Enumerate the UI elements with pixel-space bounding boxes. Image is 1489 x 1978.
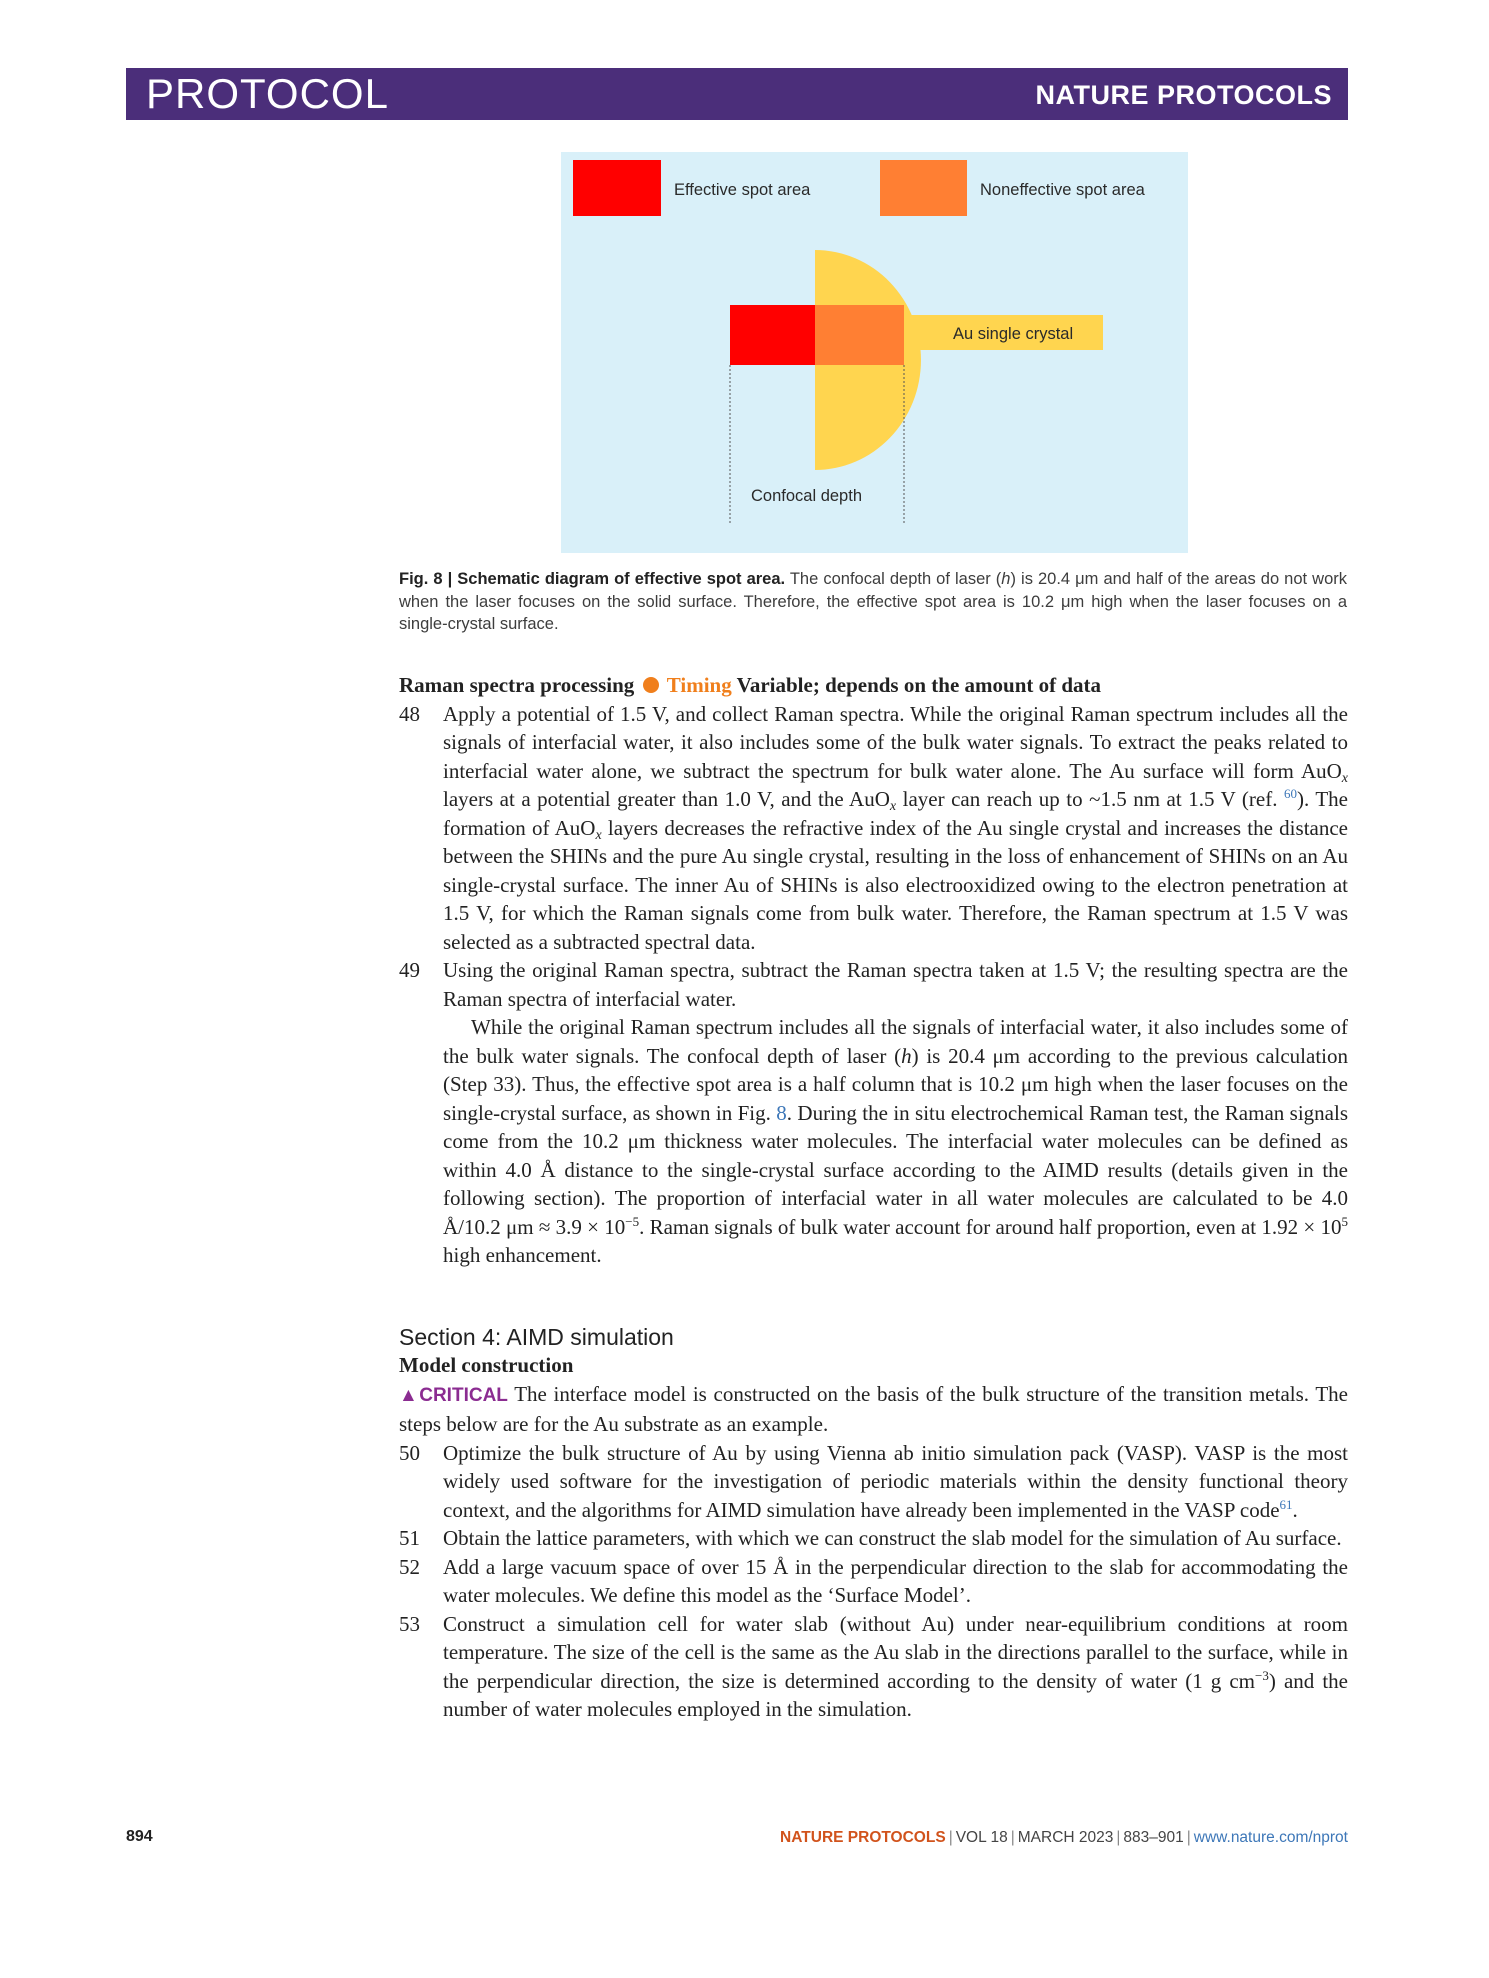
- footer-citation: NATURE PROTOCOLS | VOL 18 | MARCH 2023 | 883–901 | www.nature.com/nprot: [780, 1829, 1348, 1846]
- step-text: Add a large vacuum space of over 15 Å in the perpendicular direction to the slab for accommodating the water molecules. We define this model as the ‘Surface Model’.: [443, 1554, 1348, 1607]
- model-construction-heading: [399, 1351, 1348, 1380]
- figure-caption: [399, 568, 1347, 636]
- para-text: While the original Raman spectrum includes all the signals of interfacial water, it also includes some of the bulk water signals. The confocal depth of laser (: [443, 1015, 1348, 1068]
- critical-note: [399, 1380, 1348, 1439]
- step-53: [399, 1610, 1348, 1724]
- raman-heading-text: Raman spectra processing: [399, 673, 635, 697]
- section-4-body: [399, 1351, 1348, 1724]
- subscript-x: x: [595, 827, 602, 843]
- step-text: Obtain the lattice parameters, with which we can construct the slab model for the simulation of Au surface.: [443, 1526, 1342, 1550]
- footer-volume: VOL 18: [955, 1829, 1008, 1846]
- legend-effective-label: Effective spot area: [674, 181, 811, 199]
- para-text: . Raman signals of bulk water account for around half proportion, even at 1.92 × 10: [639, 1214, 1342, 1239]
- para-text: ) is 20.4 μm according to the previous calculation (Step 33). Thus, the effective spot area is a half column that is 10.2 μm high when the laser focuses on the single-crystal surface, as shown in Fig.: [443, 1043, 1348, 1125]
- step-49: [399, 956, 1348, 1013]
- raman-section: [399, 671, 1348, 1270]
- section-4-title: Section 4: AIMD simulation: [399, 1324, 674, 1350]
- para-text: . During the in situ electrochemical Raman test, the Raman signals come from the 10.2 μm thickness water molecules. The interfacial water molecules can be defined as within 4.0 Å distance to the single-crystal surface according to the AIMD results (details given in the following section). The proportion of interfacial water in all water molecules are calculated to be 4.0 Å/10.2 μm ≈ 3.9 × 10: [443, 1100, 1348, 1239]
- caption-fig-label: Fig. 8 | Schematic diagram of effective spot area.: [399, 570, 786, 588]
- legend-effective-swatch: [573, 160, 661, 216]
- figure-8: [561, 152, 1188, 553]
- page-number: 894: [126, 1828, 153, 1845]
- step-number: 53: [399, 1611, 420, 1636]
- footer-journal-name: NATURE PROTOCOLS: [780, 1829, 946, 1846]
- subscript-x: x: [1341, 770, 1348, 786]
- step-52: [399, 1553, 1348, 1610]
- footer-date: MARCH 2023: [1017, 1829, 1114, 1846]
- step-text: layer can reach up to ~1.5 nm at 1.5 V (ref.: [896, 787, 1284, 811]
- depth-label: Confocal depth: [751, 487, 862, 505]
- step-text: Construct a simulation cell for water slab (without Au) under near-equilibrium conditions at room temperature. The size of the cell is the same as the Au slab in the directions parallel to the surface, while in the perpendicular direction, the size is determined according to the density of water (1 g cm: [443, 1611, 1348, 1693]
- exponent: −3: [1255, 1667, 1269, 1683]
- journal-label: NATURE PROTOCOLS: [1035, 80, 1332, 110]
- caption-var-h: h: [1001, 570, 1011, 588]
- exponent: −5: [625, 1213, 640, 1229]
- step-48: [399, 700, 1348, 957]
- step-number: 50: [399, 1440, 420, 1465]
- step-51: [399, 1524, 1348, 1553]
- subscript-x: x: [889, 799, 897, 814]
- step-number: 48: [399, 701, 420, 726]
- effective-spot-area: [730, 305, 815, 365]
- reference-link-61[interactable]: 61: [1279, 1496, 1293, 1512]
- critical-label: ▲CRITICAL: [399, 1384, 508, 1406]
- subheading-text: Model construction: [399, 1353, 574, 1377]
- step-text: ). The formation of AuO: [443, 787, 1348, 840]
- step-text: Using the original Raman spectra, subtract the Raman spectra taken at 1.5 V; the resulting spectra are the Raman spectra of interfacial water.: [443, 958, 1348, 1011]
- critical-text: The interface model is constructed on the basis of the bulk structure of the transition metals. The steps below are for the Au substrate as an example.: [399, 1381, 1348, 1436]
- figure-link-8[interactable]: 8: [776, 1100, 787, 1125]
- step-text: layers at a potential greater than 1.0 V, and the AuO: [443, 787, 890, 811]
- step-text: layers decreases the refractive index of the Au single crystal and increases the distance between the SHINs and the pure Au single crystal, resulting in the loss of enhancement of SHINs on an Au single-crystal surface. The inner Au of SHINs is also electrooxidized owing to the electron penetration at 1.5 V, for which the Raman signals come from bulk water. Therefore, the Raman spectrum at 1.5 V was selected as a subtracted spectral data.: [443, 815, 1348, 954]
- step-text: Apply a potential of 1.5 V, and collect Raman spectra. While the original Raman spectrum includes all the signals of interfacial water, it also includes some of the bulk water signals. To extract the peaks related to interfacial water alone, we subtract the spectrum for bulk water alone. The Au surface will form AuO: [443, 701, 1348, 783]
- section-label: PROTOCOL: [146, 70, 389, 117]
- raman-heading: [399, 671, 1348, 700]
- para-text: high enhancement.: [443, 1243, 602, 1267]
- caption-text: ) is 20.4 μm and half of the areas do not work when the laser focuses on the solid surface. Therefore, the effective spot area is 10.2 μm high when the laser focuses on a single-crystal surface.: [399, 570, 1347, 633]
- legend-noneffective-swatch: [880, 160, 967, 216]
- step-text: ) and the number of water molecules employed in the simulation.: [443, 1668, 1348, 1721]
- step-49-explanation: [399, 1013, 1348, 1270]
- footer-pages: 883–901: [1123, 1829, 1184, 1846]
- noneffective-spot-area: [815, 305, 904, 365]
- step-number: 51: [399, 1526, 420, 1550]
- step-number: 49: [399, 958, 420, 982]
- step-number: 52: [399, 1554, 420, 1579]
- timing-label: Timing: [666, 673, 732, 697]
- step-text: .: [1292, 1497, 1298, 1522]
- timing-text: Variable; depends on the amount of data: [731, 673, 1102, 697]
- caption-text: The confocal depth of laser (: [785, 570, 1002, 588]
- legend-noneffective-label: Noneffective spot area: [980, 181, 1145, 199]
- crystal-label: Au single crystal: [953, 325, 1074, 343]
- reference-link-60[interactable]: 60: [1283, 786, 1297, 801]
- step-text: Optimize the bulk structure of Au by using Vienna ab initio simulation pack (VASP). VASP is the most widely used software for the investigation of periodic materials within the density functional theory context, and the algorithms for AIMD simulation have already been implemented in the VASP code: [443, 1440, 1348, 1522]
- figure-schematic: [561, 152, 1188, 553]
- exponent: 5: [1341, 1213, 1348, 1229]
- para-var-h: h: [901, 1043, 912, 1068]
- step-50: [399, 1439, 1348, 1525]
- footer-url-link[interactable]: www.nature.com/nprot: [1193, 1829, 1348, 1846]
- header-bar: [126, 68, 1348, 120]
- timing-dot-icon: [642, 676, 660, 694]
